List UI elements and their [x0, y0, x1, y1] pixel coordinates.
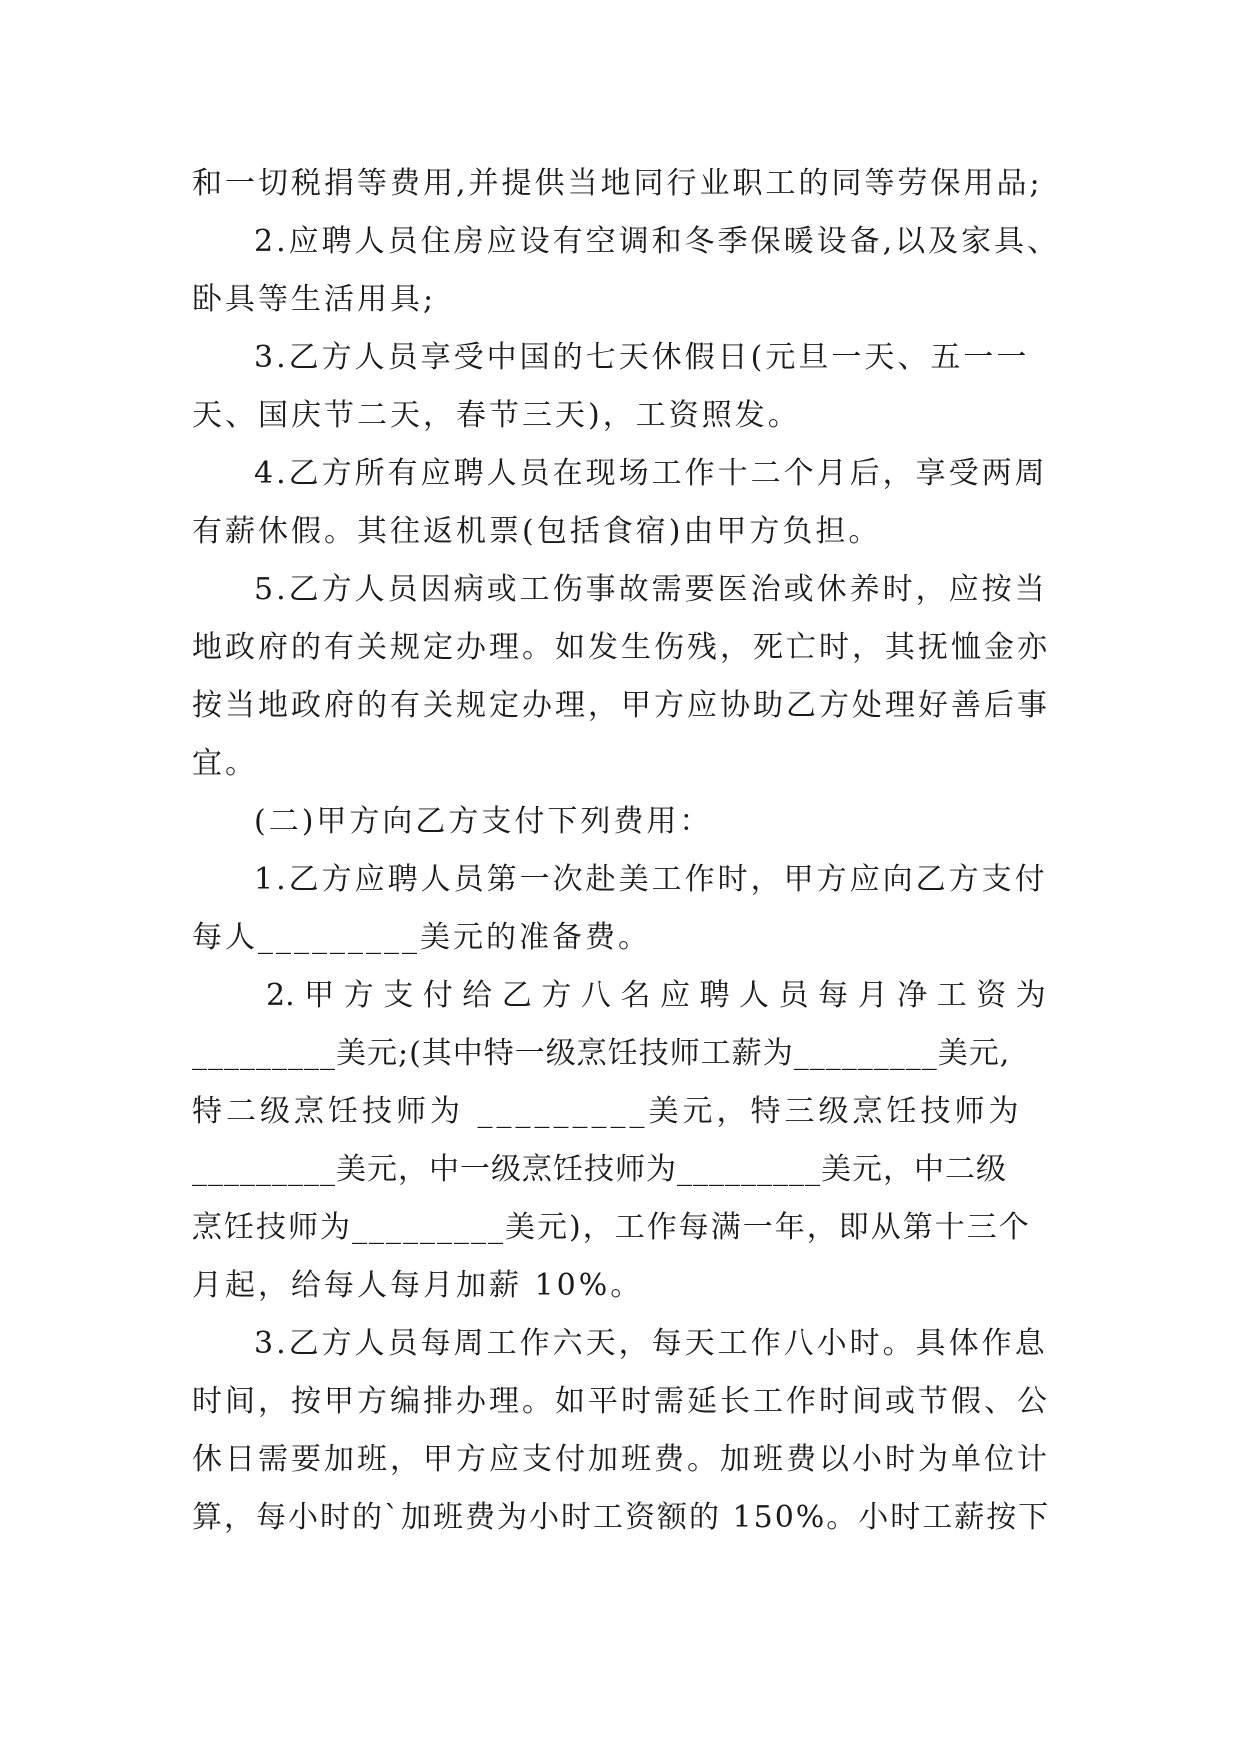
text-line: 2.应聘人员住房应设有空调和冬季保暖设备,以及家具、	[254, 224, 1061, 259]
text-line: 地政府的有关规定办理。如发生伤残，死亡时，其抚恤金亦	[192, 630, 1050, 665]
text-line: 特二级烹饪技师为 _________美元，特三级烹饪技师为	[192, 1094, 1023, 1129]
text-line: 3.乙方人员享受中国的七天休假日(元旦一天、五一一	[254, 340, 1030, 375]
text-line: 4.乙方所有应聘人员在现场工作十二个月后，享受两周	[254, 456, 1048, 491]
text-line: 卧具等生活用具;	[192, 282, 437, 317]
text-line: 宜。	[192, 746, 258, 781]
text-line: 2. 甲 方 支 付 给 乙 方 八 名 应 聘 人 员 每 月 净 工 资 为	[266, 978, 1046, 1013]
text-line: 休日需要加班，甲方应支付加班费。加班费以小时为单位计	[192, 1442, 1050, 1477]
text-line: 3.乙方人员每周工作六天，每天工作八小时。具体作息	[254, 1326, 1048, 1361]
text-line: 烹饪技师为_________美元)，工作每满一年，即从第十三个	[192, 1210, 1031, 1245]
text-line: 5.乙方人员因病或工伤事故需要医治或休养时，应按当	[254, 572, 1048, 607]
text-line: _________美元，中一级烹饪技师为_________美元，中二级	[192, 1152, 1007, 1187]
document-body	[192, 155, 1072, 1547]
section-heading: (二)甲方向乙方支付下列费用：	[254, 804, 713, 839]
text-line: 1.乙方应聘人员第一次赴美工作时，甲方应向乙方支付	[254, 862, 1048, 897]
text-line: 有薪休假。其往返机票(包括食宿)由甲方负担。	[192, 514, 882, 549]
text-line: 每人_________美元的准备费。	[192, 920, 651, 955]
text-line: 算，每小时的`加班费为小时工资额的 150%。小时工薪按下	[192, 1500, 1051, 1535]
text-line: 时间，按甲方编排办理。如平时需延长工作时间或节假、公	[192, 1384, 1050, 1419]
text-line: 天、国庆节二天，春节三天)，工资照发。	[192, 398, 801, 433]
text-line: 月起，给每人每月加薪 10%。	[192, 1268, 644, 1303]
text-line: 按当地政府的有关规定办理，甲方应协助乙方处理好善后事	[192, 688, 1050, 723]
text-line: 和一切税捐等费用,并提供当地同行业职工的同等劳保用品;	[192, 166, 1043, 201]
text-line: _________美元;(其中特一级烹饪技师工薪为_________美元,	[192, 1036, 1011, 1071]
